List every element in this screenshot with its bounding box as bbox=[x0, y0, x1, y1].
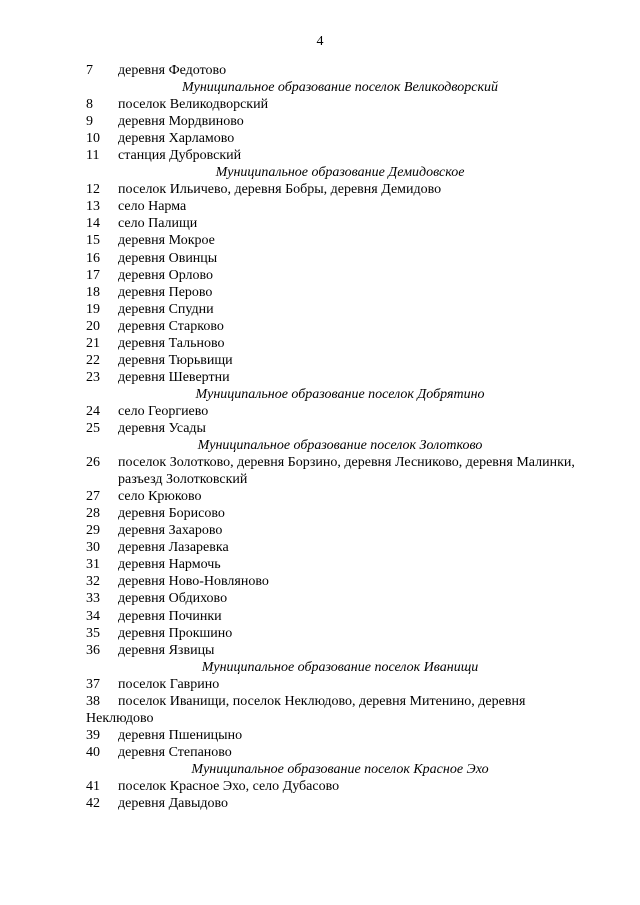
item-text: деревня Тюрьвищи bbox=[118, 352, 233, 368]
item-text: деревня Тальново bbox=[118, 335, 225, 351]
list-item bbox=[0, 352, 640, 369]
list-item bbox=[0, 608, 640, 625]
item-text: деревня Степаново bbox=[118, 744, 232, 760]
item-number: 13 bbox=[86, 199, 100, 215]
list-item bbox=[0, 232, 640, 249]
item-text: деревня Шевертни bbox=[118, 369, 230, 385]
item-text: деревня Ново-Новляново bbox=[118, 574, 269, 590]
item-number: 8 bbox=[86, 97, 93, 113]
section-heading: Муниципальное образование поселок Добрятино bbox=[195, 386, 485, 402]
list-item bbox=[0, 420, 640, 437]
item-text: деревня Борисово bbox=[118, 506, 225, 522]
item-number: 37 bbox=[86, 676, 100, 692]
list-item bbox=[0, 369, 640, 386]
item-text: деревня Мордвиново bbox=[118, 114, 244, 130]
item-text-continuation: разъезд Золотковский bbox=[118, 472, 248, 488]
item-number: 12 bbox=[86, 182, 100, 198]
list-item bbox=[0, 181, 640, 198]
list-item bbox=[0, 113, 640, 130]
list-item bbox=[0, 267, 640, 284]
list-item bbox=[0, 318, 640, 335]
item-text: поселок Ильичево, деревня Бобры, деревня Демидово bbox=[118, 182, 442, 198]
item-number: 26 bbox=[86, 455, 100, 471]
item-text: деревня Пшеницыно bbox=[118, 727, 243, 743]
item-number: 34 bbox=[86, 608, 100, 624]
item-text: деревня Федотово bbox=[118, 63, 227, 78]
list-item bbox=[0, 403, 640, 420]
item-number: 17 bbox=[86, 267, 100, 283]
list-item bbox=[0, 130, 640, 147]
item-number: 32 bbox=[86, 574, 100, 590]
list-item bbox=[0, 625, 640, 642]
section-heading: Муниципальное образование поселок Золотково bbox=[197, 438, 483, 454]
item-number: 24 bbox=[86, 403, 100, 419]
item-number: 18 bbox=[86, 284, 100, 300]
item-text: деревня Нармочь bbox=[118, 557, 221, 573]
list-item bbox=[0, 573, 640, 590]
settlement-list bbox=[0, 62, 640, 812]
item-number: 14 bbox=[86, 216, 100, 232]
item-text: деревня Прокшино bbox=[118, 625, 233, 641]
item-text: село Нарма bbox=[118, 199, 187, 215]
item-number: 28 bbox=[86, 506, 100, 522]
item-text: деревня Усады bbox=[118, 420, 206, 436]
item-number: 39 bbox=[86, 727, 100, 743]
list-item bbox=[0, 250, 640, 267]
item-number: 15 bbox=[86, 233, 100, 249]
item-number: 42 bbox=[86, 796, 100, 812]
list-item bbox=[0, 96, 640, 113]
list-item bbox=[0, 676, 640, 693]
list-item bbox=[0, 744, 640, 761]
item-text: деревня Язвицы bbox=[118, 642, 215, 658]
item-text: деревня Овинцы bbox=[118, 250, 218, 266]
list-item bbox=[0, 642, 640, 659]
item-number: 7 bbox=[86, 63, 93, 78]
list-item bbox=[0, 335, 640, 352]
item-number: 19 bbox=[86, 301, 100, 317]
item-number: 27 bbox=[86, 489, 100, 505]
item-number: 10 bbox=[86, 131, 100, 147]
list-item bbox=[0, 727, 640, 744]
list-item bbox=[0, 590, 640, 607]
item-number: 11 bbox=[86, 148, 100, 164]
item-text: деревня Починки bbox=[118, 608, 222, 624]
page-number: 4 bbox=[316, 34, 324, 49]
item-text: деревня Старково bbox=[118, 318, 224, 334]
item-text-continuation: Неклюдово bbox=[86, 710, 154, 726]
item-number: 38 bbox=[86, 693, 100, 709]
list-item bbox=[0, 215, 640, 232]
item-text: деревня Перово bbox=[118, 284, 213, 300]
item-text: деревня Обдихово bbox=[118, 591, 228, 607]
list-item bbox=[0, 198, 640, 215]
list-item bbox=[0, 62, 640, 79]
item-text: поселок Красное Эхо, село Дубасово bbox=[118, 778, 340, 794]
list-item bbox=[0, 505, 640, 522]
item-number: 25 bbox=[86, 420, 100, 436]
item-number: 22 bbox=[86, 352, 100, 368]
item-text: село Крюково bbox=[118, 489, 202, 505]
section-heading: Муниципальное образование поселок Красное Эхо bbox=[191, 761, 489, 777]
item-text: поселок Гаврино bbox=[118, 676, 220, 692]
list-item bbox=[0, 693, 640, 727]
item-text: село Палищи bbox=[118, 216, 198, 232]
item-number: 36 bbox=[86, 642, 100, 658]
list-item bbox=[0, 522, 640, 539]
item-text: деревня Давыдово bbox=[118, 796, 229, 812]
list-item bbox=[0, 778, 640, 795]
item-text: деревня Харламово bbox=[118, 131, 235, 147]
item-number: 29 bbox=[86, 523, 100, 539]
item-text: поселок Золотково, деревня Борзино, деревня Лесниково, деревня Малинки, bbox=[118, 455, 575, 471]
item-text: станция Дубровский bbox=[118, 148, 242, 164]
list-item bbox=[0, 795, 640, 812]
section-heading: Муниципальное образование поселок Великодворский bbox=[181, 80, 499, 96]
item-number: 41 bbox=[86, 778, 100, 794]
list-item bbox=[0, 284, 640, 301]
item-number: 33 bbox=[86, 591, 100, 607]
item-text: поселок Иванищи, поселок Неклюдово, деревня Митенино, деревня bbox=[118, 693, 526, 709]
item-text: поселок Великодворский bbox=[118, 97, 269, 113]
list-item bbox=[0, 488, 640, 505]
list-item bbox=[0, 539, 640, 556]
list-item bbox=[0, 301, 640, 318]
item-text: деревня Захарово bbox=[118, 523, 223, 539]
section-heading: Муниципальное образование Демидовское bbox=[215, 165, 465, 181]
item-text: деревня Лазаревка bbox=[118, 540, 229, 556]
item-number: 20 bbox=[86, 318, 100, 334]
item-number: 31 bbox=[86, 557, 100, 573]
list-item bbox=[0, 147, 640, 164]
item-number: 35 bbox=[86, 625, 100, 641]
item-text: деревня Мокрое bbox=[118, 233, 215, 249]
section-heading: Муниципальное образование поселок Иванищи bbox=[201, 659, 479, 675]
item-number: 9 bbox=[86, 114, 93, 130]
item-number: 21 bbox=[86, 335, 100, 351]
list-item bbox=[0, 556, 640, 573]
item-text: деревня Спудни bbox=[118, 301, 214, 317]
item-number: 23 bbox=[86, 369, 100, 385]
item-number: 30 bbox=[86, 540, 100, 556]
item-text: село Георгиево bbox=[118, 403, 209, 419]
item-number: 40 bbox=[86, 744, 100, 760]
item-text: деревня Орлово bbox=[118, 267, 214, 283]
item-number: 16 bbox=[86, 250, 100, 266]
list-item bbox=[0, 454, 640, 488]
